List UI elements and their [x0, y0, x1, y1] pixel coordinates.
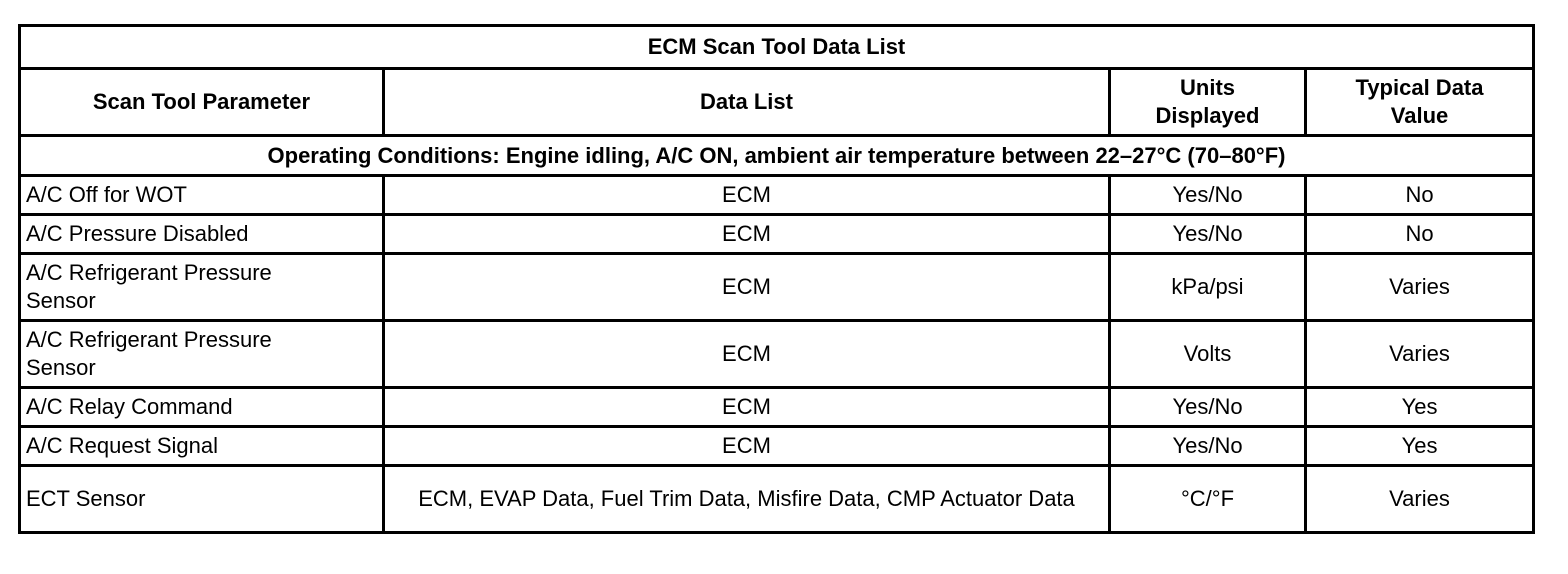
- header-typical-data-value: [1306, 69, 1534, 136]
- cell-units: Yes/No: [1110, 215, 1306, 254]
- cell-units: °C/°F: [1110, 466, 1306, 533]
- table-row: [20, 215, 1534, 254]
- header-typical-line1: Typical Data: [1355, 75, 1484, 100]
- cell-typical-value: Varies: [1306, 466, 1534, 533]
- cell-typical-value: Varies: [1306, 254, 1534, 321]
- cell-units: Volts: [1110, 321, 1306, 388]
- scan-tool-data-table: [18, 24, 1535, 534]
- cell-data-list: ECM: [384, 215, 1110, 254]
- table-row: [20, 254, 1534, 321]
- header-data-list: Data List: [384, 69, 1110, 136]
- cell-parameter: A/C Request Signal: [20, 427, 384, 466]
- cell-data-list: ECM: [384, 388, 1110, 427]
- table-header-row: [20, 69, 1534, 136]
- table-title: ECM Scan Tool Data List: [20, 26, 1534, 69]
- cell-units: Yes/No: [1110, 176, 1306, 215]
- header-scan-tool-parameter: Scan Tool Parameter: [20, 69, 384, 136]
- cell-parameter: A/C Refrigerant Pressure Sensor: [20, 321, 384, 388]
- cell-typical-value: Yes: [1306, 427, 1534, 466]
- header-units-displayed: [1110, 69, 1306, 136]
- cell-parameter: A/C Pressure Disabled: [20, 215, 384, 254]
- cell-data-list: ECM: [384, 254, 1110, 321]
- cell-units: Yes/No: [1110, 427, 1306, 466]
- table-row: [20, 466, 1534, 533]
- operating-conditions: Operating Conditions: Engine idling, A/C ON, ambient air temperature between 22–27°C (70–80°F): [20, 136, 1534, 176]
- header-units-line2: Displayed: [1155, 103, 1260, 128]
- cell-parameter: ECT Sensor: [20, 466, 384, 533]
- cell-typical-value: Yes: [1306, 388, 1534, 427]
- cell-data-list: ECM, EVAP Data, Fuel Trim Data, Misfire Data, CMP Actuator Data: [384, 466, 1110, 533]
- cell-typical-value: No: [1306, 176, 1534, 215]
- cell-units: Yes/No: [1110, 388, 1306, 427]
- cell-data-list: ECM: [384, 176, 1110, 215]
- header-units-line1: Units: [1180, 75, 1235, 100]
- table-row: [20, 388, 1534, 427]
- cell-units: kPa/psi: [1110, 254, 1306, 321]
- table-title-row: [20, 26, 1534, 69]
- table-row: [20, 321, 1534, 388]
- table-row: [20, 176, 1534, 215]
- cell-data-list: ECM: [384, 321, 1110, 388]
- cell-typical-value: Varies: [1306, 321, 1534, 388]
- cell-parameter: A/C Refrigerant Pressure Sensor: [20, 254, 384, 321]
- cell-typical-value: No: [1306, 215, 1534, 254]
- operating-conditions-row: [20, 136, 1534, 176]
- table-row: [20, 427, 1534, 466]
- header-typical-line2: Value: [1390, 103, 1449, 128]
- cell-parameter: A/C Relay Command: [20, 388, 384, 427]
- cell-parameter: A/C Off for WOT: [20, 176, 384, 215]
- cell-data-list: ECM: [384, 427, 1110, 466]
